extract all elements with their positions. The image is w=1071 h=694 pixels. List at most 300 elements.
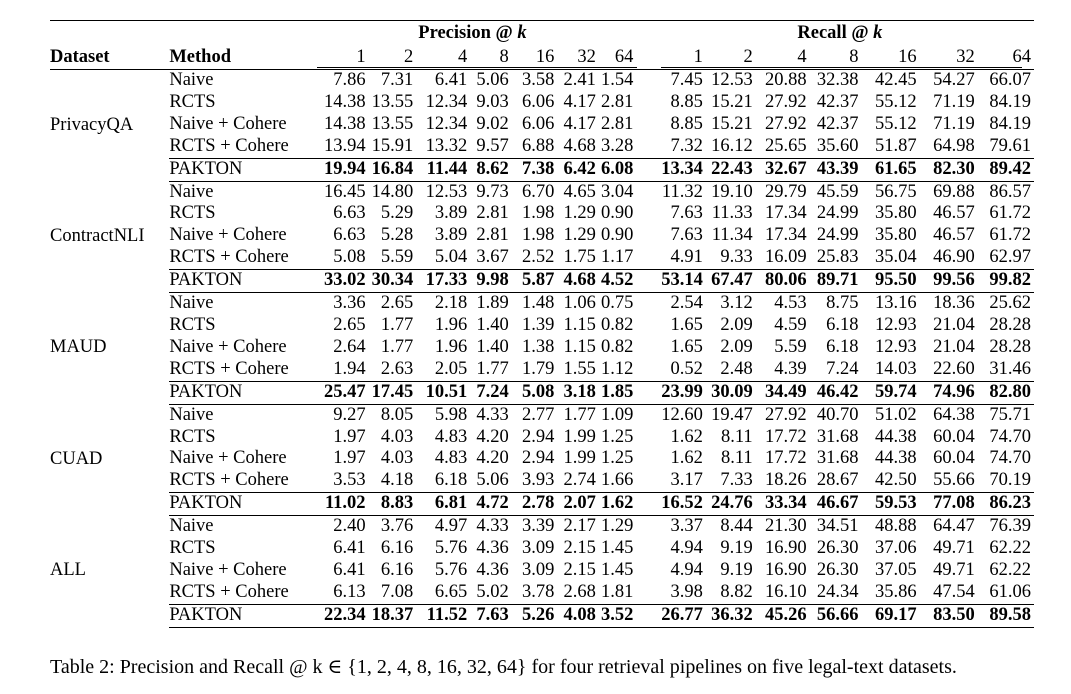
precision-cell: 1.25 (600, 426, 634, 447)
recall-cell: 8.85 (670, 113, 703, 134)
recall-cell: 28.28 (989, 336, 1031, 357)
precision-cell: 3.89 (434, 203, 468, 224)
recall-cell: 18.26 (765, 470, 807, 491)
precision-cell: 9.57 (476, 135, 509, 156)
precision-cell: 12.34 (425, 113, 468, 134)
column-gap (636, 427, 648, 449)
precision-cell: 2.94 (522, 448, 555, 469)
recall-cell: 29.79 (765, 181, 807, 202)
column-gap (636, 158, 648, 181)
precision-cell: 0.90 (600, 225, 634, 246)
precision-cell: 1.40 (476, 336, 509, 357)
precision-cell: 6.16 (380, 559, 414, 580)
recall-cell: 12.53 (711, 70, 753, 90)
precision-cell: 1.94 (333, 358, 366, 379)
precision-cell: 1.62 (599, 493, 636, 516)
recall-cell: 16.90 (765, 559, 807, 580)
recall-cell: 24.76 (706, 493, 756, 516)
recall-cell: 45.26 (756, 604, 810, 627)
recall-cell: 62.22 (989, 538, 1031, 559)
precision-cell: 1.15 (563, 314, 596, 335)
column-gap (636, 337, 648, 359)
recall-cell: 7.63 (670, 203, 703, 224)
precision-cell: 1.77 (380, 336, 414, 357)
caption-text: Table 2: Precision and Recall @ k ∈ {1, 2, 4, 8, 16, 32, 64} for four retrieval pipelines on five legal-text datasets. (50, 656, 957, 678)
precision-cell: 11.52 (416, 604, 470, 627)
precision-cell: 6.63 (333, 225, 366, 246)
precision-cell: 2.05 (434, 358, 468, 379)
column-gap (636, 604, 648, 627)
recall-cell: 24.99 (816, 203, 859, 224)
recall-cell: 17.34 (765, 225, 807, 246)
recall-cell: 74.96 (920, 381, 978, 404)
recall-cell: 0.52 (670, 358, 703, 379)
precision-cell: 14.80 (371, 181, 414, 202)
precision-cell: 5.08 (512, 381, 558, 404)
recall-cell: 60.04 (933, 426, 975, 447)
recall-cell: 17.34 (765, 203, 807, 224)
precision-cell: 5.76 (434, 538, 468, 559)
method-name: PAKTON (169, 381, 311, 404)
recall-cell: 55.66 (933, 470, 975, 491)
precision-cell: 6.41 (333, 559, 366, 580)
table-row (50, 582, 1034, 604)
precision-cell: 4.33 (476, 516, 509, 537)
recall-k-header-2: 2 (706, 45, 756, 70)
recall-cell: 5.59 (774, 336, 807, 357)
recall-cell: 89.58 (978, 604, 1034, 627)
recall-cell: 24.99 (816, 225, 859, 246)
recall-cell: 2.48 (720, 358, 753, 379)
precision-cell: 2.40 (333, 516, 366, 537)
recall-cell: 99.82 (978, 270, 1034, 293)
recall-cell: 69.88 (933, 181, 975, 202)
precision-cell: 1.85 (599, 381, 636, 404)
precision-cell: 9.02 (476, 113, 509, 134)
recall-group-header (649, 21, 1034, 46)
precision-cell: 1.77 (380, 314, 414, 335)
table-row (50, 203, 1034, 225)
precision-k-header-1: 1 (312, 45, 369, 70)
precision-cell: 1.48 (522, 293, 555, 314)
recall-k-header-1: 1 (649, 45, 706, 70)
recall-cell: 27.92 (765, 113, 807, 134)
precision-cell: 8.83 (369, 493, 417, 516)
recall-cell: 37.05 (875, 559, 917, 580)
precision-cell: 4.68 (557, 270, 599, 293)
precision-cell: 6.65 (434, 581, 468, 602)
table-row (50, 181, 1034, 203)
precision-cell: 12.34 (425, 91, 468, 112)
recall-cell: 31.68 (816, 426, 859, 447)
recall-cell: 64.98 (933, 135, 975, 156)
recall-cell: 56.66 (810, 604, 862, 627)
precision-cell: 6.08 (599, 158, 636, 181)
precision-cell: 11.44 (416, 158, 470, 181)
method-name: Naive + Cohere (169, 559, 287, 580)
recall-cell: 6.18 (826, 336, 859, 357)
precision-cell: 1.38 (522, 336, 555, 357)
recall-cell: 89.71 (810, 270, 862, 293)
table-row (50, 337, 1034, 359)
precision-cell: 5.04 (434, 247, 468, 268)
table-row (50, 315, 1034, 337)
precision-cell: 3.36 (333, 293, 366, 314)
recall-cell: 51.87 (875, 135, 917, 156)
precision-cell: 1.45 (600, 559, 634, 580)
recall-cell: 25.62 (989, 293, 1031, 314)
precision-cell: 4.03 (380, 426, 414, 447)
precision-cell: 3.28 (600, 135, 634, 156)
recall-cell: 95.50 (862, 270, 920, 293)
precision-cell: 16.84 (369, 158, 417, 181)
precision-cell: 1.12 (600, 358, 634, 379)
precision-cell: 18.37 (369, 604, 417, 627)
recall-cell: 7.63 (670, 225, 703, 246)
recall-cell: 4.53 (774, 293, 807, 314)
recall-cell: 3.17 (670, 470, 703, 491)
precision-cell: 33.02 (312, 270, 369, 293)
recall-cell: 31.46 (989, 358, 1031, 379)
precision-group-header (312, 21, 637, 46)
precision-cell: 1.97 (333, 448, 366, 469)
precision-cell: 22.34 (312, 604, 369, 627)
precision-cell: 0.75 (600, 293, 634, 314)
recall-cell: 3.12 (720, 293, 753, 314)
table-caption (50, 655, 1050, 679)
recall-cell: 45.59 (816, 181, 859, 202)
method-name: PAKTON (169, 270, 311, 293)
recall-cell: 1.65 (670, 314, 703, 335)
recall-cell: 76.39 (989, 516, 1031, 537)
table-row (50, 604, 1034, 627)
table-row (50, 92, 1034, 114)
precision-cell: 5.59 (380, 247, 414, 268)
precision-cell: 1.17 (600, 247, 634, 268)
recall-cell: 8.44 (720, 516, 753, 537)
recall-cell: 35.60 (816, 135, 859, 156)
recall-cell: 82.80 (978, 381, 1034, 404)
method-name: RCTS + Cohere (169, 470, 289, 491)
recall-cell: 42.45 (875, 70, 917, 90)
precision-cell: 9.27 (333, 404, 366, 425)
recall-cell: 99.56 (920, 270, 978, 293)
precision-cell: 4.68 (563, 135, 596, 156)
precision-cell: 6.42 (557, 158, 599, 181)
table-row (50, 136, 1034, 158)
recall-cell: 89.42 (978, 158, 1034, 181)
recall-cell: 84.19 (989, 91, 1031, 112)
recall-cell: 28.28 (989, 314, 1031, 335)
precision-cell: 3.52 (599, 604, 636, 627)
precision-cell: 3.78 (522, 581, 555, 602)
method-name: PAKTON (169, 158, 311, 181)
precision-cell: 1.29 (563, 203, 596, 224)
recall-cell: 60.04 (933, 448, 975, 469)
recall-cell: 77.08 (920, 493, 978, 516)
recall-cell: 59.74 (862, 381, 920, 404)
recall-cell: 35.80 (875, 203, 917, 224)
table-row (50, 293, 1034, 315)
method-name: Naive + Cohere (169, 113, 287, 134)
precision-cell: 13.55 (371, 91, 414, 112)
recall-cell: 74.70 (989, 426, 1031, 447)
precision-cell: 2.77 (522, 404, 555, 425)
precision-cell: 5.08 (333, 247, 366, 268)
table-row (50, 427, 1034, 449)
precision-cell: 4.36 (476, 538, 509, 559)
recall-cell: 37.06 (875, 538, 917, 559)
recall-cell: 8.85 (670, 91, 703, 112)
recall-cell: 17.72 (765, 426, 807, 447)
precision-k-header-8: 8 (470, 45, 512, 70)
recall-k-header-4: 4 (756, 45, 810, 70)
precision-cell: 4.20 (476, 426, 509, 447)
method-name: PAKTON (169, 493, 311, 516)
precision-cell: 5.98 (434, 404, 468, 425)
precision-k-header-32: 32 (557, 45, 599, 70)
recall-cell: 62.22 (989, 559, 1031, 580)
recall-cell: 9.19 (720, 559, 753, 580)
table-row (50, 470, 1034, 492)
recall-cell: 64.47 (933, 516, 975, 537)
recall-cell: 62.97 (989, 247, 1031, 268)
precision-cell: 6.06 (522, 91, 555, 112)
precision-cell: 1.89 (476, 293, 509, 314)
recall-cell: 16.90 (765, 538, 807, 559)
precision-cell: 3.89 (434, 225, 468, 246)
method-name: RCTS + Cohere (169, 135, 289, 156)
precision-cell: 2.17 (563, 516, 596, 537)
precision-cell: 6.41 (434, 70, 468, 90)
table-row (50, 404, 1034, 426)
precision-cell: 1.29 (600, 516, 634, 537)
precision-cell: 3.09 (522, 559, 555, 580)
precision-cell: 2.18 (434, 293, 468, 314)
precision-cell: 1.29 (563, 225, 596, 246)
table-row (50, 114, 1034, 136)
recall-cell: 83.50 (920, 604, 978, 627)
precision-cell: 3.18 (557, 381, 599, 404)
recall-cell: 1.62 (670, 448, 703, 469)
method-column-header: Method (169, 45, 311, 70)
precision-cell: 2.68 (563, 581, 596, 602)
recall-cell: 49.71 (933, 538, 975, 559)
precision-cell: 15.91 (371, 135, 414, 156)
table-row (50, 247, 1034, 269)
precision-cell: 3.09 (522, 538, 555, 559)
precision-group-rule (317, 67, 637, 68)
table-row (50, 70, 1034, 92)
method-name: Naive (169, 293, 214, 314)
recall-cell: 8.11 (720, 426, 753, 447)
recall-cell: 23.99 (649, 381, 706, 404)
precision-cell: 4.18 (380, 470, 414, 491)
precision-cell: 7.08 (380, 581, 414, 602)
recall-cell: 44.38 (875, 448, 917, 469)
recall-cell: 12.93 (875, 314, 917, 335)
method-name: RCTS + Cohere (169, 581, 289, 602)
precision-cell: 1.98 (522, 225, 555, 246)
precision-cell: 7.24 (470, 381, 512, 404)
column-gap (636, 493, 648, 516)
recall-cell: 26.30 (816, 559, 859, 580)
method-name: RCTS (169, 203, 216, 224)
recall-cell: 66.07 (989, 70, 1031, 90)
precision-cell: 8.05 (380, 404, 414, 425)
precision-cell: 2.15 (563, 538, 596, 559)
column-gap (636, 136, 648, 158)
recall-cell: 11.32 (661, 181, 703, 202)
precision-cell: 5.06 (476, 470, 509, 491)
recall-cell: 16.12 (711, 135, 753, 156)
dataset-name: CUAD (50, 448, 103, 469)
recall-cell: 21.30 (765, 516, 807, 537)
precision-cell: 17.45 (369, 381, 417, 404)
precision-cell: 0.82 (600, 314, 634, 335)
recall-cell: 32.67 (756, 158, 810, 181)
recall-cell: 20.88 (765, 70, 807, 90)
recall-cell: 55.12 (875, 91, 917, 112)
recall-cell: 25.65 (765, 135, 807, 156)
precision-cell: 2.81 (476, 225, 509, 246)
precision-cell: 4.08 (557, 604, 599, 627)
method-name: Naive (169, 404, 214, 425)
table-row (50, 158, 1034, 181)
precision-cell: 1.79 (522, 358, 555, 379)
recall-cell: 26.30 (816, 538, 859, 559)
column-gap (636, 92, 648, 114)
recall-cell: 71.19 (933, 91, 975, 112)
column-gap (636, 538, 648, 560)
recall-cell: 30.09 (706, 381, 756, 404)
recall-k-header-8: 8 (810, 45, 862, 70)
precision-cell: 6.06 (522, 113, 555, 134)
column-gap (636, 470, 648, 492)
recall-label: Recall @ (797, 23, 874, 43)
recall-cell: 54.27 (933, 70, 975, 90)
precision-cell: 3.76 (380, 516, 414, 537)
recall-cell: 7.24 (826, 358, 859, 379)
recall-cell: 86.57 (989, 181, 1031, 202)
column-gap (636, 315, 648, 337)
precision-cell: 17.33 (416, 270, 470, 293)
recall-cell: 22.60 (933, 358, 975, 379)
recall-cell: 8.75 (826, 293, 859, 314)
precision-cell: 0.82 (600, 336, 634, 357)
precision-cell: 3.58 (522, 70, 555, 90)
recall-cell: 3.37 (670, 516, 703, 537)
method-name: RCTS (169, 538, 216, 559)
precision-cell: 4.97 (434, 516, 468, 537)
precision-cell: 1.99 (563, 448, 596, 469)
precision-cell: 11.02 (312, 493, 369, 516)
precision-cell: 2.65 (333, 314, 366, 335)
precision-cell: 4.36 (476, 559, 509, 580)
precision-cell: 13.55 (371, 113, 414, 134)
precision-cell: 4.83 (434, 448, 468, 469)
precision-cell: 9.98 (470, 270, 512, 293)
table-row (50, 560, 1034, 582)
recall-cell: 36.32 (706, 604, 756, 627)
column-gap (636, 181, 648, 203)
recall-cell: 4.91 (670, 247, 703, 268)
precision-cell: 10.51 (416, 381, 470, 404)
precision-cell: 6.18 (434, 470, 468, 491)
precision-cell: 6.63 (333, 203, 366, 224)
recall-cell: 9.19 (720, 538, 753, 559)
recall-cell: 11.33 (711, 203, 753, 224)
recall-cell: 35.86 (875, 581, 917, 602)
table-row (50, 448, 1034, 470)
recall-cell: 47.54 (933, 581, 975, 602)
precision-cell: 1.40 (476, 314, 509, 335)
recall-cell: 61.72 (989, 225, 1031, 246)
precision-cell: 25.47 (312, 381, 369, 404)
precision-cell: 3.67 (476, 247, 509, 268)
recall-cell: 42.37 (816, 91, 859, 112)
recall-cell: 80.06 (756, 270, 810, 293)
recall-cell: 15.21 (711, 91, 753, 112)
method-name: Naive + Cohere (169, 336, 287, 357)
precision-cell: 7.86 (333, 70, 366, 90)
dataset-column-header: Dataset (50, 45, 169, 70)
table-row (50, 225, 1034, 247)
table-row (50, 516, 1034, 538)
recall-cell: 61.06 (989, 581, 1031, 602)
column-gap (636, 404, 648, 426)
recall-k-symbol: k (873, 23, 883, 43)
recall-cell: 13.34 (649, 158, 706, 181)
recall-k-header-64: 64 (978, 45, 1034, 70)
recall-cell: 28.67 (816, 470, 859, 491)
recall-cell: 11.34 (711, 225, 753, 246)
precision-cell: 3.53 (333, 470, 366, 491)
column-gap (636, 448, 648, 470)
recall-cell: 46.90 (933, 247, 975, 268)
recall-cell: 46.57 (933, 225, 975, 246)
precision-cell: 2.64 (333, 336, 366, 357)
recall-cell: 75.71 (989, 404, 1031, 425)
recall-cell: 46.57 (933, 203, 975, 224)
precision-cell: 4.52 (599, 270, 636, 293)
recall-cell: 15.21 (711, 113, 753, 134)
precision-cell: 2.81 (600, 113, 634, 134)
recall-cell: 55.12 (875, 113, 917, 134)
precision-cell: 1.55 (563, 358, 596, 379)
column-gap (636, 45, 648, 70)
precision-cell: 7.38 (512, 158, 558, 181)
precision-cell: 5.26 (512, 604, 558, 627)
precision-cell: 6.70 (522, 181, 555, 202)
precision-cell: 1.66 (600, 470, 634, 491)
precision-cell: 1.06 (563, 293, 596, 314)
recall-cell: 2.09 (720, 314, 753, 335)
recall-cell: 53.14 (649, 270, 706, 293)
recall-cell: 2.54 (670, 293, 703, 314)
column-gap (636, 114, 648, 136)
recall-cell: 43.39 (810, 158, 862, 181)
recall-cell: 14.03 (875, 358, 917, 379)
method-name: Naive (169, 181, 214, 202)
recall-cell: 82.30 (920, 158, 978, 181)
precision-cell: 16.45 (323, 181, 366, 202)
recall-cell: 16.09 (765, 247, 807, 268)
method-name: Naive (169, 70, 214, 90)
column-gap (636, 293, 648, 315)
recall-cell: 1.62 (670, 426, 703, 447)
precision-cell: 1.75 (563, 247, 596, 268)
